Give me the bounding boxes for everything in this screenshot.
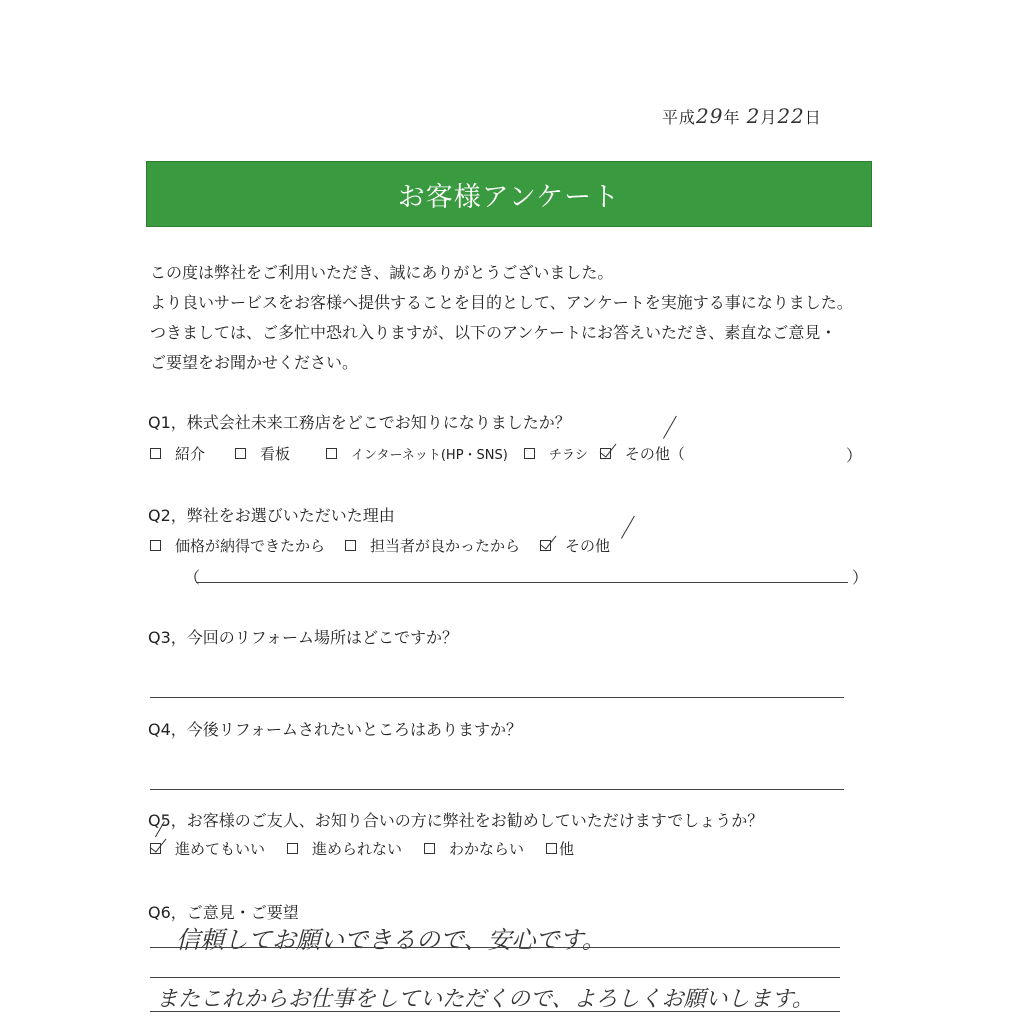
question-1: Q1，株式会社未来工務店をどこでお知りになりましたか？ [148, 413, 571, 432]
date-month-suffix: 月 [760, 108, 778, 127]
checkbox-icon[interactable] [424, 843, 435, 854]
checkbox-icon[interactable] [150, 540, 161, 551]
q5-option-unsure[interactable] [424, 838, 524, 859]
option-label: 紹介 [175, 445, 206, 463]
q6-answer-line-3[interactable] [150, 1011, 840, 1012]
q5-option-recommend[interactable] [150, 838, 265, 859]
checkbox-icon[interactable] [235, 448, 246, 459]
checkbox-icon[interactable] [524, 448, 535, 459]
question-6: Q6，ご意見・ご要望 [148, 903, 299, 922]
question-5: Q5，お客様のご友人、お知り合いの方に弊社をお勧めしていただけますでしょうか？ [148, 811, 764, 830]
intro-line: この度は弊社をご利用いただき、誠にありがとうございました。 [150, 263, 614, 282]
checkbox-icon[interactable] [326, 448, 337, 459]
checkbox-icon-checked[interactable] [150, 843, 161, 854]
q2-open-paren: （ [184, 568, 201, 587]
date-month-handwritten: 2 [746, 104, 761, 128]
checkbox-icon[interactable] [150, 448, 161, 459]
q1-option-internet[interactable] [326, 444, 508, 463]
date-day-suffix: 日 [804, 108, 822, 127]
question-1-options [150, 443, 870, 464]
question-2-options [150, 535, 610, 556]
q4-answer-line[interactable] [150, 789, 844, 790]
option-label: 他 [559, 840, 575, 858]
option-label: 看板 [260, 445, 291, 463]
q6-answer-line-1[interactable] [150, 947, 840, 948]
intro-line: ご要望をお聞かせください。 [150, 353, 359, 372]
option-label: チラシ [548, 448, 588, 463]
checkbox-icon[interactable] [345, 540, 356, 551]
intro-line: つきましては、ご多忙中恐れ入りますが、以下のアンケートにお答えいただき、素直なご意見・ [150, 323, 837, 342]
option-label: 進められない [312, 840, 403, 858]
q2-other-answer-line[interactable] [196, 582, 848, 583]
option-label: わかならい [449, 840, 525, 858]
option-label: 進めてもいい [175, 840, 266, 858]
option-label: 担当者が良かったから [370, 537, 521, 555]
q5-option-other[interactable] [546, 838, 574, 859]
option-label: その他 [565, 537, 611, 555]
date-year-suffix: 年 [723, 108, 741, 127]
checkbox-icon[interactable] [287, 843, 298, 854]
q6-handwritten-answer-line-1: 信頼してお願いできるので、安心です。 [176, 926, 606, 954]
checkbox-icon-checked[interactable] [540, 540, 551, 551]
date-day-handwritten: 22 [777, 104, 805, 128]
q2-close-paren: ） [852, 568, 869, 587]
q2-option-other[interactable] [540, 535, 610, 556]
q6-handwritten-answer-line-2: またこれからお仕事をしていただくので、よろしくお願いします。 [156, 987, 814, 1012]
date-era: 平成 [662, 108, 697, 127]
check-mark-icon [655, 411, 677, 439]
survey-title: お客様アンケート [397, 181, 621, 213]
q1-option-other[interactable] [600, 443, 685, 464]
q3-answer-line[interactable] [150, 697, 844, 698]
question-4: Q4，今後リフォームされたいところはありますか？ [148, 720, 522, 739]
question-5-options [150, 838, 574, 859]
q1-close-paren: ） [846, 446, 863, 465]
question-2: Q2，弊社をお選びいただいた理由 [148, 506, 395, 525]
check-mark-icon [613, 511, 635, 539]
q5-option-not-recommend[interactable] [287, 838, 402, 859]
q1-option-referral[interactable] [150, 443, 205, 464]
intro-paragraph [150, 258, 870, 378]
question-3: Q3，今回のリフォーム場所はどこですか？ [148, 628, 458, 647]
q6-answer-line-2[interactable] [150, 977, 840, 978]
option-label: インターネット(HP・SNS) [351, 448, 508, 463]
option-label: 価格が納得できたから [175, 537, 326, 555]
q1-option-signboard[interactable] [235, 443, 290, 464]
date-year-handwritten: 29 [696, 104, 724, 128]
q1-option-flyer[interactable] [524, 444, 588, 463]
survey-title-banner [146, 161, 872, 227]
survey-date [662, 104, 822, 128]
checkbox-icon[interactable] [546, 843, 557, 854]
checkbox-icon-checked[interactable] [600, 448, 611, 459]
intro-line: より良いサービスをお客様へ提供することを目的として、アンケートを実施する事になりました。 [150, 293, 853, 312]
option-label: その他（ [624, 445, 685, 463]
q2-option-price[interactable] [150, 535, 325, 556]
q2-option-staff[interactable] [345, 535, 520, 556]
